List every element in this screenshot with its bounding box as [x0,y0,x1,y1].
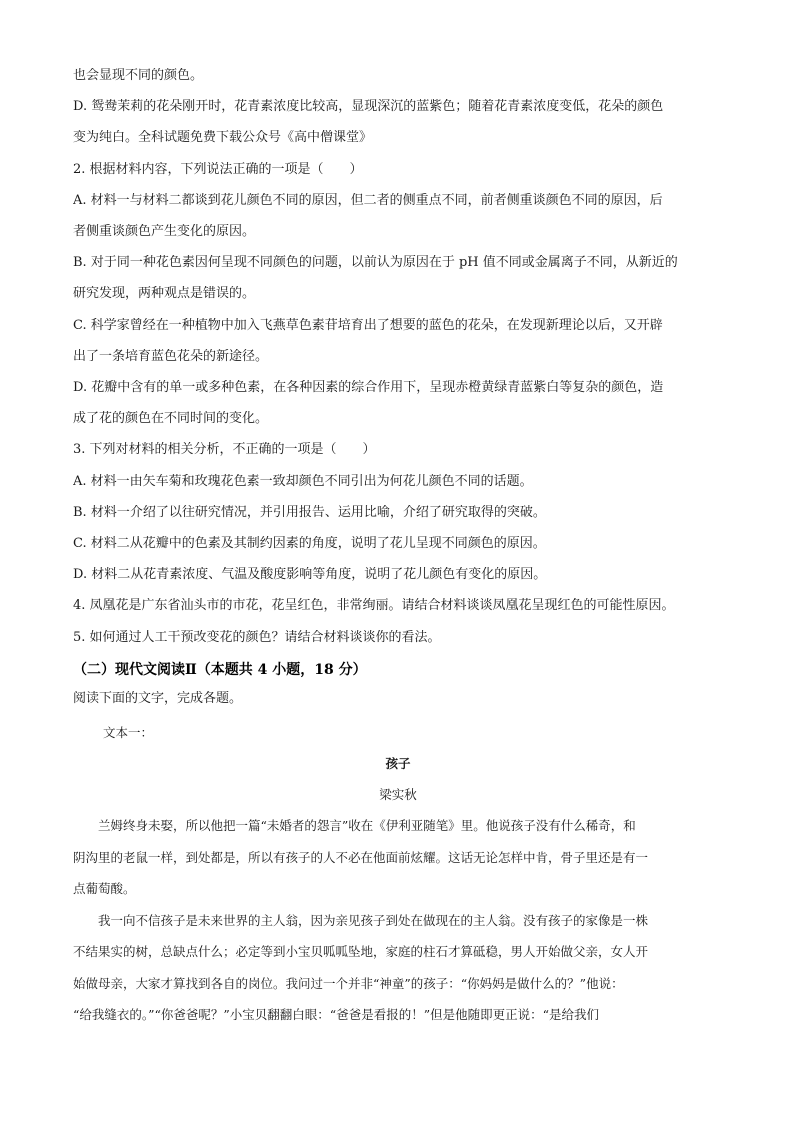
text-line: 也会显现不同的颜色。 [73,68,204,83]
text-label: 文本一： [103,725,154,740]
text-line: 4. 凤凰花是广东省汕头市的市花，花呈红色，非常绚丽。请结合材料谈谈凤凰花呈现红色的可能性原因。 [73,598,675,614]
article-line: 我一向不信孩子是未来世界的主人翁，因为亲见孩子到处在做现在的主人翁。没有孩子的家像是一株 [73,912,649,928]
text-line: 5. 如何通过人工干预改变花的颜色？请结合材料谈谈你的看法。 [73,629,441,645]
article-line: 阴沟里的老鼠一样，到处都是，所以有孩子的人不必在他面前炫耀。这话无论怎样中肯，骨子里还是有一 [73,849,649,865]
text-line: 3. 下列对材料的相关分析，不正确的一项是（ ） [73,442,376,458]
text-line: D. 鸳鸯茉莉的花朵刚开时，花青素浓度比较高，显现深沉的蓝紫色；随着花青素浓度变低，花朵的颜色 [73,99,664,115]
text-line: B. 对于同一种花色素因何呈现不同颜色的问题，以前认为原因在于 pH 值不同或金属离子不同，从新近的 [73,255,678,271]
text-line: D. 材料二从花青素浓度、气温及酸度影响等角度，说明了花儿颜色有变化的原因。 [73,567,547,583]
text-line: C. 科学家曾经在一种植物中加入飞燕草色素苷培育出了想要的蓝色的花朵，在发现新理论以后，又开辟 [73,317,663,333]
text-line: 2. 根据材料内容，下列说法正确的一项是（ ） [73,161,363,177]
article-line: 始做母亲，大家才算找到各自的岗位。我问过一个并非“神童”的孩子：“你妈妈是做什么的？”他说： [73,975,624,991]
text-line: A. 材料一与材料二都谈到花儿颜色不同的原因，但二者的侧重点不同，前者侧重谈颜色不同的原因，后 [73,192,663,208]
text-line: 出了一条培育蓝色花朵的新途径。 [73,348,269,364]
article-line: 兰姆终身未娶，所以他把一篇“未婚者的怨言”收在《伊利亚随笔》里。他说孩子没有什么稀奇，和 [73,818,636,833]
text-line: A. 材料一由矢车菊和玫瑰花色素一致却颜色不同引出为何花儿颜色不同的话题。 [73,473,533,489]
section-heading: （二）现代文阅读Ⅱ（本题共 4 小题，18 分） [73,662,367,678]
text-line: 变为纯白。全科试题免费下载公众号《高中僧课堂》 [73,130,373,146]
text-line: C. 材料二从花瓣中的色素及其制约因素的角度，说明了花儿呈现不同颜色的原因。 [73,536,546,551]
article-title: 孩子 [385,756,411,771]
text-line: D. 花瓣中含有的单一或多种色素，在各种因素的综合作用下，呈现赤橙黄绿青蓝紫白等复杂的颜色，造 [73,380,664,395]
text-line: 成了花的颜色在不同时间的变化。 [73,411,269,427]
instruction-text: 阅读下面的文字，完成各题。 [73,691,243,706]
text-line: B. 材料一介绍了以往研究情况，并引用报告、运用比喻，介绍了研究取得的突破。 [73,504,546,520]
article-line: 点葡萄酸。 [73,881,136,896]
text-line: 者侧重谈颜色产生变化的原因。 [73,224,256,239]
text-line: 研究发现，两种观点是错误的。 [73,286,256,302]
article-line: “给我缝衣的。”“你爸爸呢？”小宝贝翻翻白眼：“爸爸是看报的！”但是他随即更正说：“是给我们 [73,1007,599,1022]
article-author: 梁实秋 [379,787,417,802]
article-line: 不结果实的树，总缺点什么；必定等到小宝贝呱呱坠地，家庭的柱石才算砥稳，男人开始做父亲，女人开 [73,944,649,959]
